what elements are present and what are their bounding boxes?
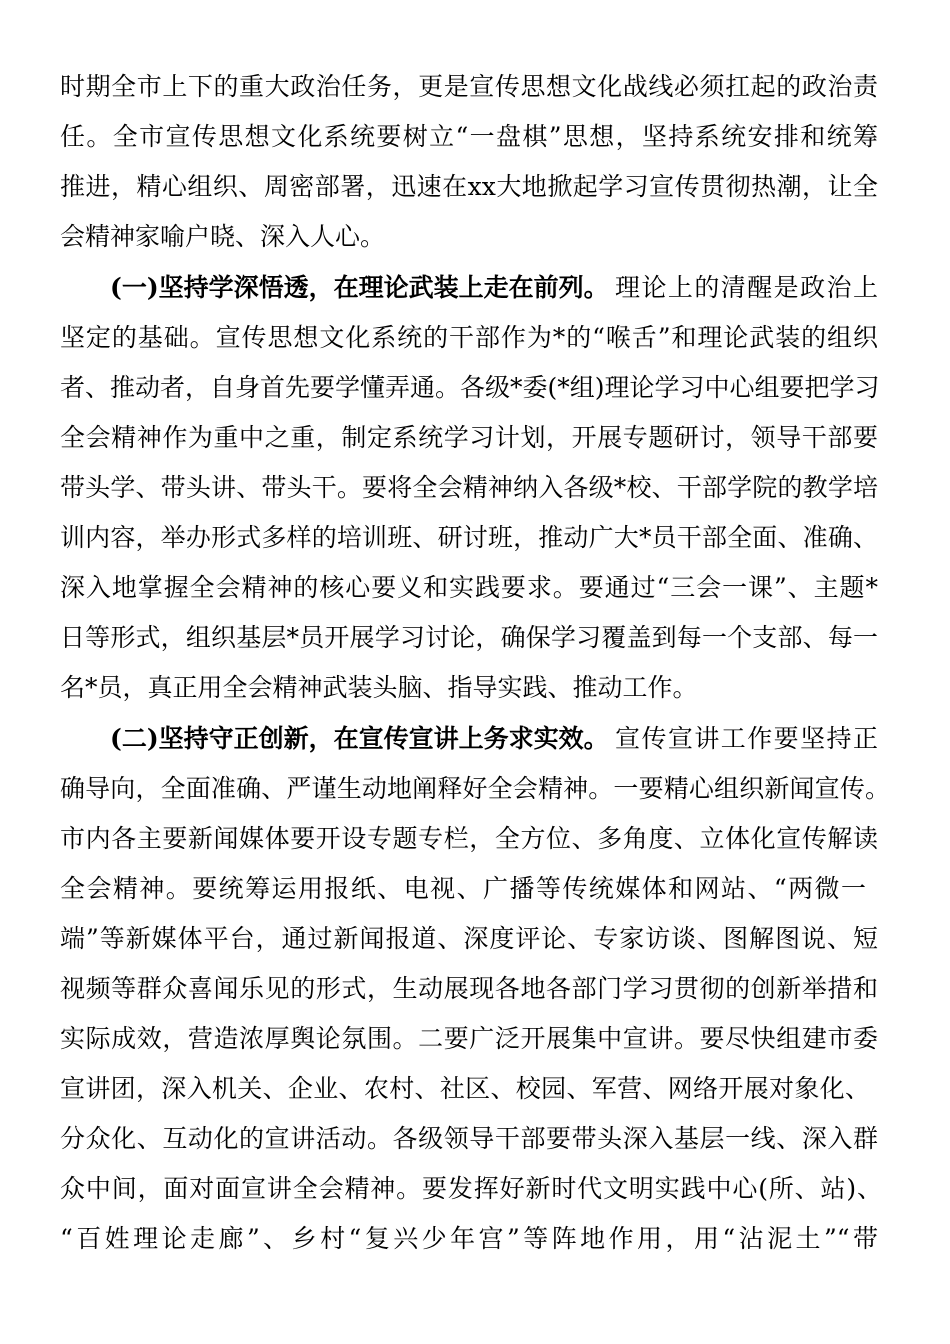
- text-line: [0, 112, 950, 162]
- text-line: [0, 413, 950, 463]
- text-line: [0, 964, 950, 1014]
- line-text: 深入地掌握全会精神的核心要义和实践要求。要通过“三会一课”、主题*: [60, 573, 878, 602]
- line-text: 会精神家喻户晓、深入人心。: [60, 222, 386, 251]
- line-text: 端”等新媒体平台，通过新闻报道、深度评论、专家访谈、图解图说、短: [60, 924, 878, 953]
- line-text: 时期全市上下的重大政治任务，更是宣传思想文化战线必须扛起的政治责: [60, 72, 878, 101]
- text-line: [0, 914, 950, 964]
- section-heading-1: (一)坚持学深悟透，在理论武装上走在前列。: [110, 273, 609, 302]
- paragraph-heading-line: [0, 263, 950, 313]
- line-text: 全会精神。要统筹运用报纸、电视、广播等传统媒体和网站、“两微一: [60, 874, 866, 903]
- line-text: 宣传宣讲工作要坚持正: [615, 724, 878, 753]
- text-line: [0, 663, 950, 713]
- text-line: [0, 1114, 950, 1164]
- line-text: 众中间，面对面宣讲全会精神。要发挥好新时代文明实践中心(所、站)、: [60, 1174, 882, 1203]
- text-line: [0, 563, 950, 613]
- line-text: 日等形式，组织基层*员开展学习讨论，确保学习覆盖到每一个支部、每一: [60, 623, 878, 652]
- text-line: [0, 1214, 950, 1264]
- text-line: [0, 162, 950, 212]
- text-line: [0, 1164, 950, 1214]
- text-line: [0, 764, 950, 814]
- line-text: 任。全市宣传思想文化系统要树立“一盘棋”思想，坚持系统安排和统筹: [60, 122, 878, 151]
- section-heading-2: (二)坚持守正创新，在宣传宣讲上务求实效。: [110, 724, 609, 753]
- line-text: 推进，精心组织、周密部署，迅速在xx大地掀起学习宣传贯彻热潮，让全: [60, 172, 878, 201]
- line-text: 带头学、带头讲、带头干。要将全会精神纳入各级*校、干部学院的教学培: [60, 473, 878, 502]
- text-line: [0, 864, 950, 914]
- text-line: [0, 814, 950, 864]
- line-text: 名*员，真正用全会精神武装头脑、指导实践、推动工作。: [60, 673, 698, 702]
- line-text: 者、推动者，自身首先要学懂弄通。各级*委(*组)理论学习中心组要把学习: [60, 373, 880, 402]
- line-text: 实际成效，营造浓厚舆论氛围。二要广泛开展集中宣讲。要尽快组建市委: [60, 1024, 878, 1053]
- text-line: [0, 313, 950, 363]
- line-text: 市内各主要新闻媒体要开设专题专栏，全方位、多角度、立体化宣传解读: [60, 824, 878, 853]
- text-line: [0, 513, 950, 563]
- text-line: [0, 363, 950, 413]
- text-line: [0, 1064, 950, 1114]
- text-line: [0, 212, 950, 262]
- line-text: 视频等群众喜闻乐见的形式，生动展现各地各部门学习贯彻的创新举措和: [60, 974, 878, 1003]
- line-text: 坚定的基础。宣传思想文化系统的干部作为*的“喉舌”和理论武装的组织: [60, 323, 878, 352]
- line-text: “百姓理论走廊”、乡村“复兴少年宫”等阵地作用，用“沾泥土”“带: [60, 1224, 878, 1253]
- line-text: 全会精神作为重中之重，制定系统学习计划，开展专题研讨，领导干部要: [60, 423, 878, 452]
- text-line: [0, 1014, 950, 1064]
- line-text: 宣讲团，深入机关、企业、农村、社区、校园、军营、网络开展对象化、: [60, 1074, 870, 1103]
- text-line: [0, 62, 950, 112]
- line-text: 分众化、互动化的宣讲活动。各级领导干部要带头深入基层一线、深入群: [60, 1124, 878, 1153]
- line-text: 确导向，全面准确、严谨生动地阐释好全会精神。一要精心组织新闻宣传。: [60, 774, 890, 803]
- line-text: 训内容，举办形式多样的培训班、研讨班，推动广大*员干部全面、准确、: [60, 523, 878, 552]
- paragraph-heading-line: [0, 714, 950, 764]
- line-text: 理论上的清醒是政治上: [615, 273, 878, 302]
- text-line: [0, 613, 950, 663]
- text-line: [0, 463, 950, 513]
